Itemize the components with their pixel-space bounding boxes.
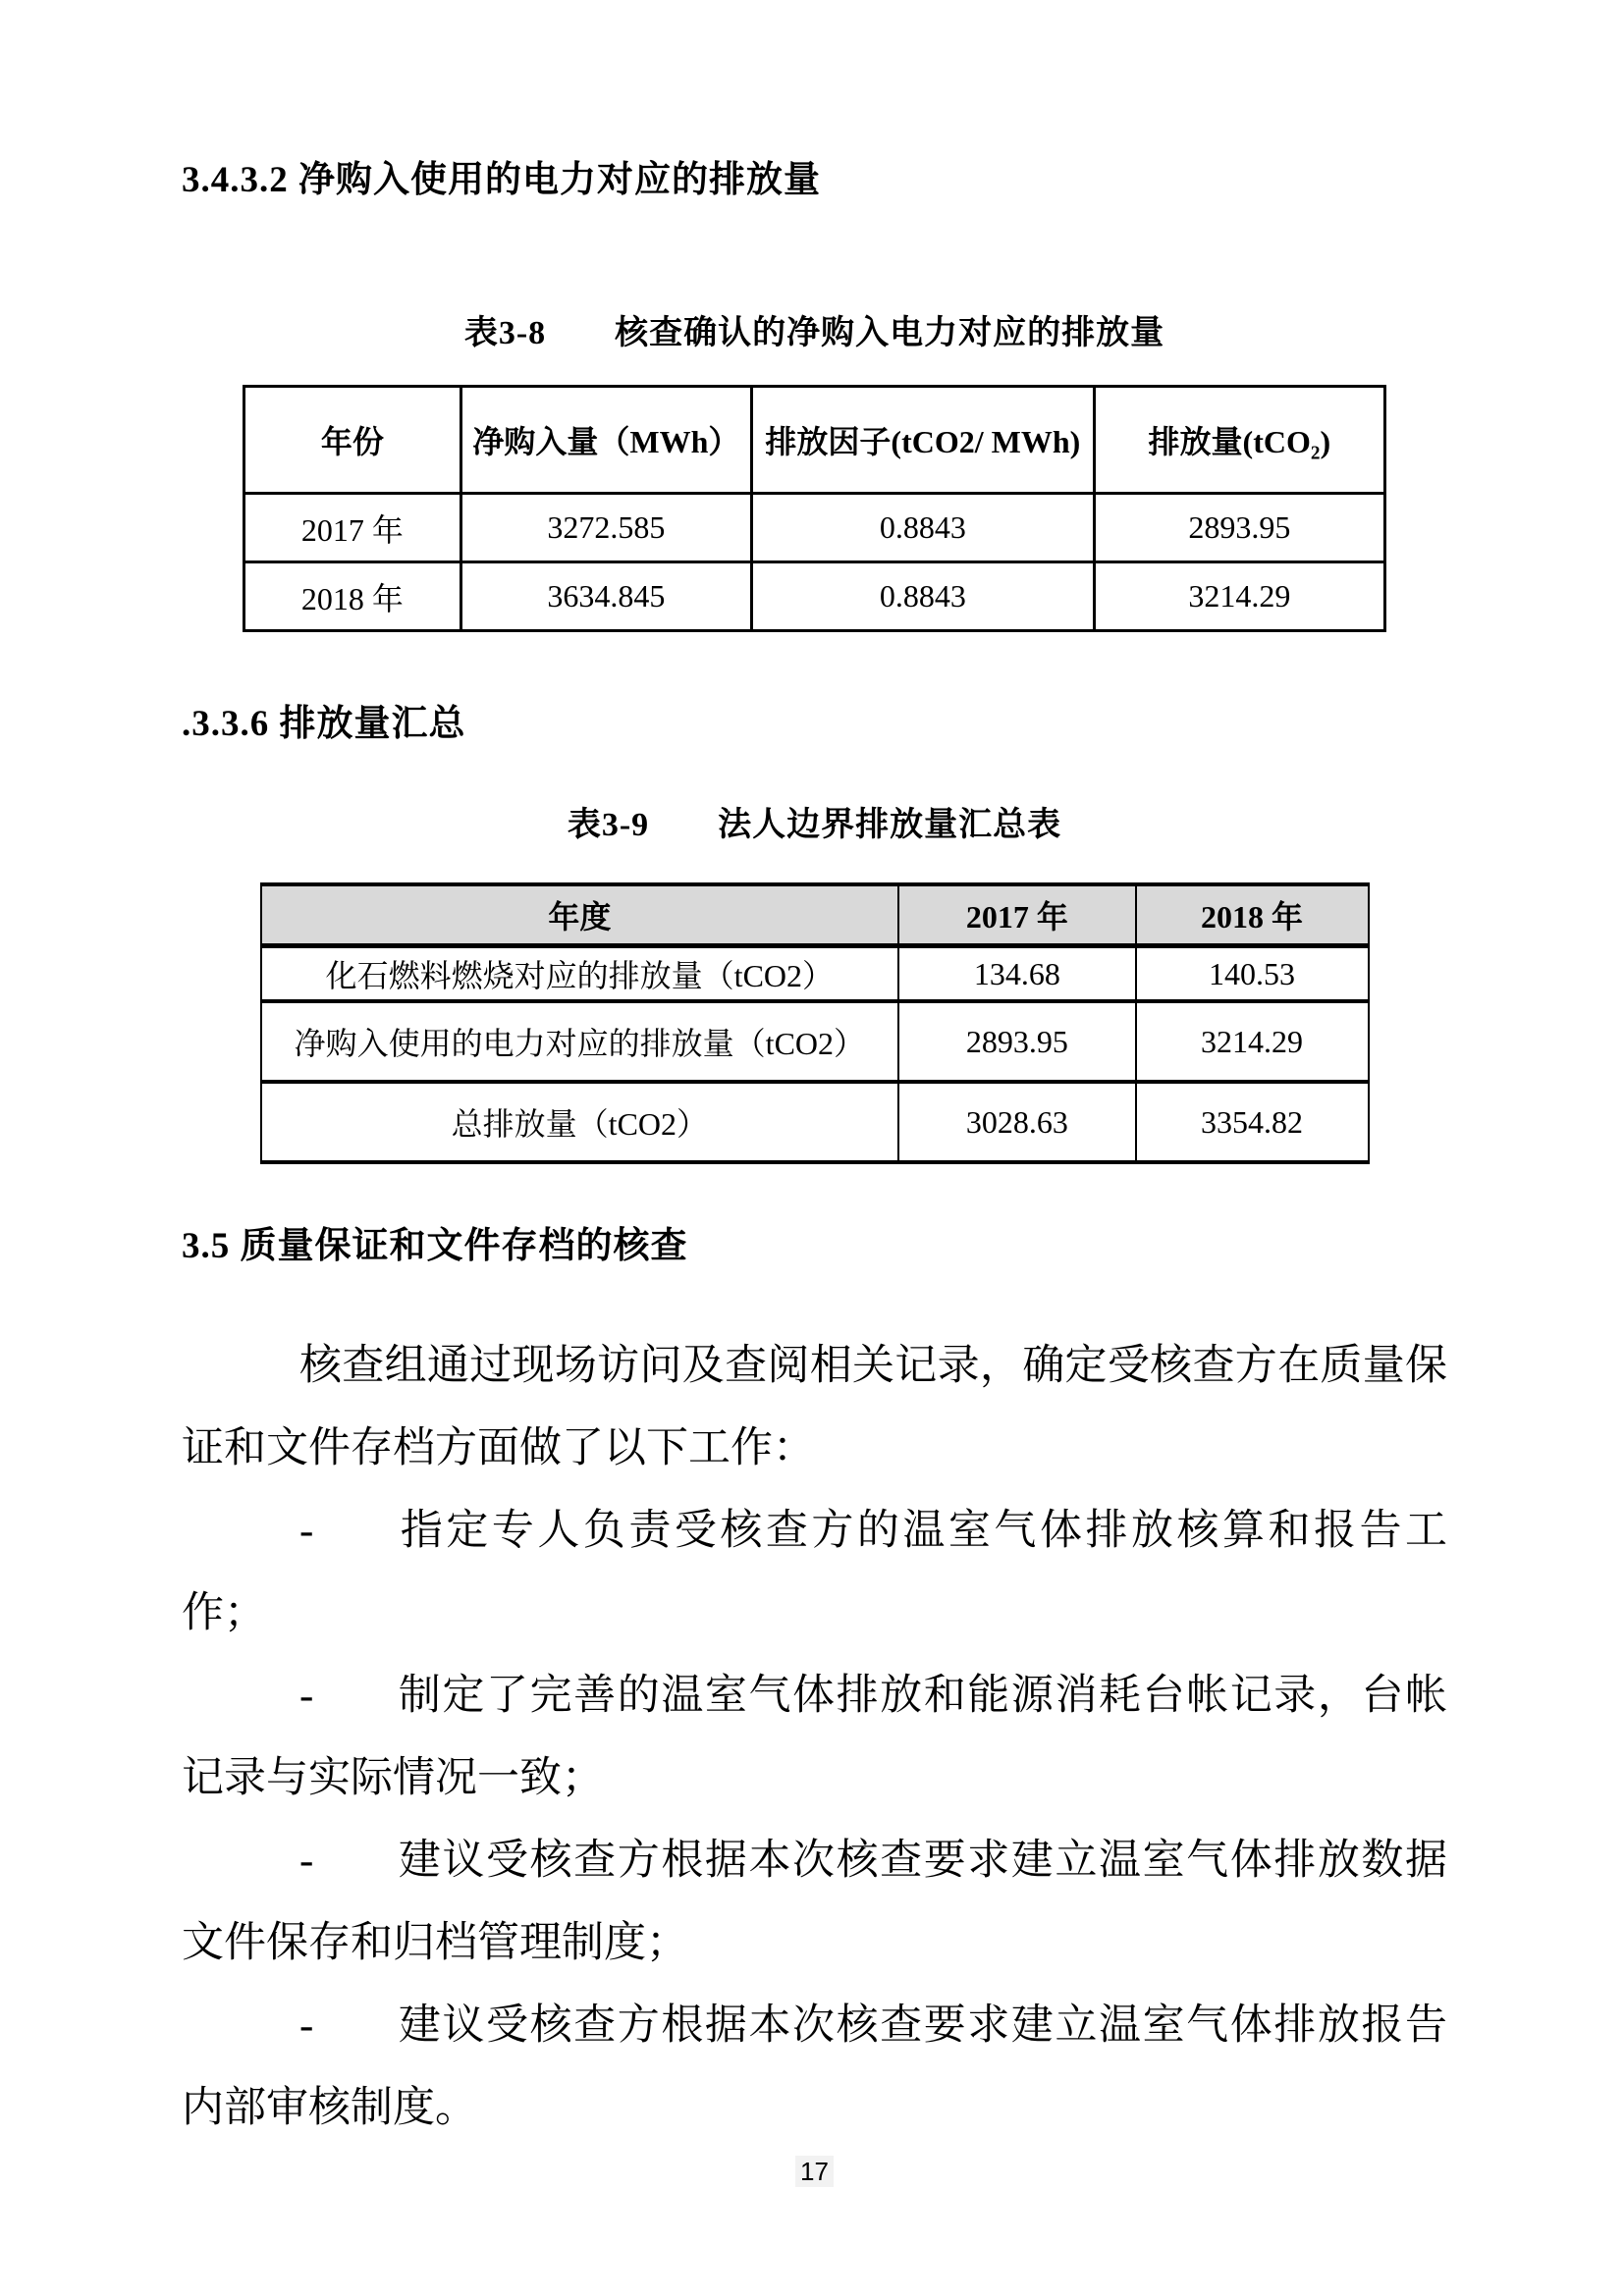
- table-3-9-caption: 表3-9 法人边界排放量汇总表: [567, 807, 1062, 843]
- bullet-marker: -: [299, 1508, 314, 1554]
- table-3-9-header-year: 年度: [261, 884, 899, 946]
- table-3-8-header-row: [244, 387, 1385, 494]
- table-cell: 3214.29: [1136, 1001, 1369, 1082]
- bullet-marker: -: [299, 2002, 314, 2049]
- table-cell: 2017 年: [244, 494, 461, 562]
- bullet-marker: -: [299, 1838, 314, 1884]
- table-row: [261, 1082, 1369, 1162]
- bullet-marker: -: [299, 1673, 314, 1719]
- page-footer: [182, 2156, 1447, 2187]
- table-cell: 2893.95: [898, 1001, 1135, 1082]
- table-3-8-header-emission-factor: 排放因子(tCO2/ MWh): [752, 387, 1095, 494]
- table-cell: 3214.29: [1094, 562, 1384, 631]
- page-number: 17: [795, 2156, 834, 2187]
- table-row: [261, 1001, 1369, 1082]
- table-cell: 3272.585: [460, 494, 751, 562]
- table-cell: 3634.845: [460, 562, 751, 631]
- bullet-text: 指定专人负责受核查方的温室气体排放核算和报告工作；: [182, 1508, 1447, 1636]
- bullet-item: [182, 1820, 1447, 1985]
- bullet-item: [182, 1490, 1447, 1655]
- table-cell: 134.68: [898, 946, 1135, 1002]
- table-cell: 0.8843: [752, 562, 1095, 631]
- table-row: [244, 562, 1385, 631]
- section-heading-3-5: 3.5 质量保证和文件存档的核查: [182, 1226, 688, 1266]
- table-cell: 总排放量（tCO2）: [261, 1082, 899, 1162]
- table-cell: 3028.63: [898, 1082, 1135, 1162]
- table-cell: 2018 年: [244, 562, 461, 631]
- table-3-9-header-2018: 2018 年: [1136, 884, 1369, 946]
- bullet-text: 建议受核查方根据本次核查要求建立温室气体排放报告内部审核制度。: [182, 2002, 1447, 2131]
- table-3-9: [260, 882, 1370, 1164]
- table-3-8-header-net-purchase: 净购入量（MWh）: [460, 387, 751, 494]
- table-3-8-header-emission: 排放量(tCO₂): [1094, 387, 1384, 494]
- bullet-item: [182, 1985, 1447, 2150]
- table-row: [261, 946, 1369, 1002]
- table-cell: 140.53: [1136, 946, 1369, 1002]
- body-paragraph: 核查组通过现场访问及查阅相关记录，确定受核查方在质量保证和文件存档方面做了以下工作：: [182, 1343, 1447, 1471]
- table-3-9-header-row: [261, 884, 1369, 946]
- table-3-8: [243, 385, 1386, 632]
- table-cell: 0.8843: [752, 494, 1095, 562]
- table-row: [244, 494, 1385, 562]
- bullet-item: [182, 1655, 1447, 1820]
- table-3-8-header-year: 年份: [244, 387, 461, 494]
- table-cell: 净购入使用的电力对应的排放量（tCO2）: [261, 1001, 899, 1082]
- table-cell: 化石燃料燃烧对应的排放量（tCO2）: [261, 946, 899, 1002]
- table-3-9-header-2017: 2017 年: [898, 884, 1135, 946]
- bullet-text: 制定了完善的温室气体排放和能源消耗台帐记录，台帐记录与实际情况一致；: [182, 1673, 1447, 1801]
- table-3-8-caption: 表3-8 核查确认的净购入电力对应的排放量: [463, 315, 1165, 351]
- section-heading-3-3-6: .3.3.6 排放量汇总: [182, 704, 466, 744]
- table-cell: 3354.82: [1136, 1082, 1369, 1162]
- section-heading-3-4-3-2: 3.4.3.2 净购入使用的电力对应的排放量: [182, 160, 821, 200]
- table-cell: 2893.95: [1094, 494, 1384, 562]
- bullet-text: 建议受核查方根据本次核查要求建立温室气体排放数据文件保存和归档管理制度；: [182, 1838, 1447, 1966]
